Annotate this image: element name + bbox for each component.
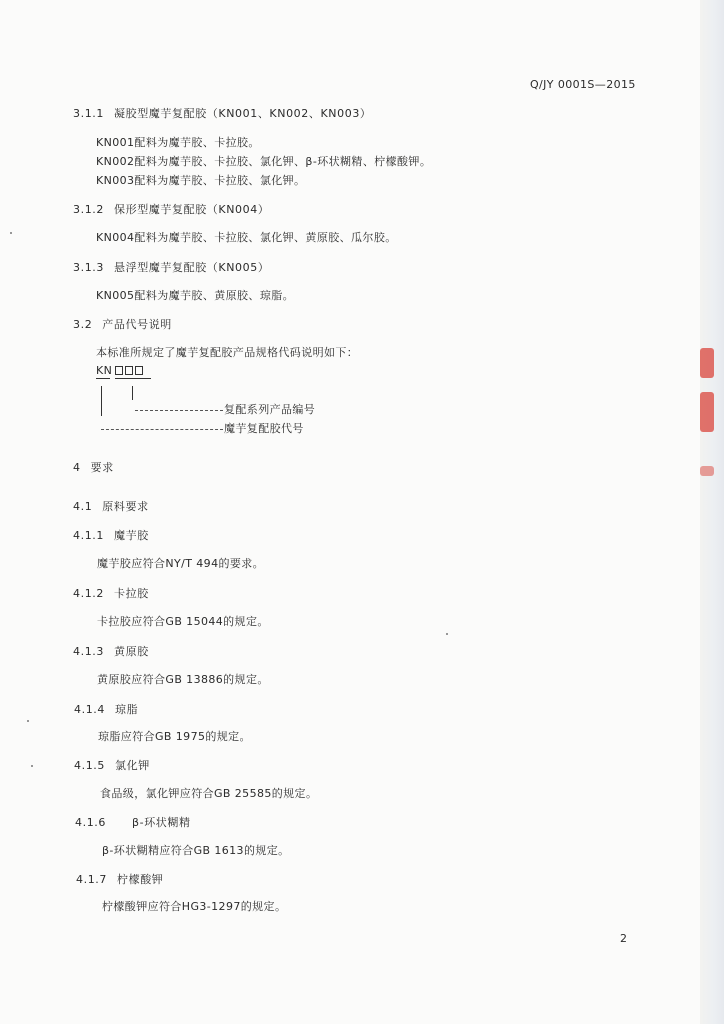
label-series-number: 复配系列产品编号	[224, 403, 316, 416]
heading-number: 4.1.1	[73, 529, 104, 542]
heading-number: 3.1.2	[73, 203, 104, 216]
paragraph-agar: 琼脂应符合GB 1975的规定。	[98, 730, 251, 743]
heading-4-1-2	[73, 587, 149, 601]
heading-title: 悬浮型魔芋复配胶（KN005）	[114, 261, 270, 274]
leader-line-series	[135, 410, 223, 411]
code-digit-boxes	[115, 366, 143, 375]
heading-title: 原料要求	[102, 500, 149, 513]
scan-speck	[446, 633, 448, 635]
doc-code: Q/JY 0001S—2015	[530, 78, 636, 91]
heading-number: 4.1.6	[75, 816, 106, 829]
heading-title: β-环状糊精	[132, 816, 191, 829]
heading-4-1-5	[74, 759, 150, 773]
heading-title: 要求	[90, 461, 114, 474]
heading-number: 3.1.1	[73, 107, 104, 120]
code-digits-underline	[115, 378, 151, 379]
scan-speck	[27, 720, 29, 722]
page-number: 2	[620, 932, 628, 945]
code-prefix: KN	[96, 364, 113, 377]
heading-4-1	[73, 500, 149, 514]
heading-number: 4.1.2	[73, 587, 104, 600]
heading-3-2	[73, 318, 172, 332]
heading-4-1-7	[76, 873, 163, 887]
connector-prefix	[101, 386, 102, 416]
heading-3-1-1	[73, 107, 372, 121]
code-digit-box	[115, 366, 123, 375]
heading-title: 产品代号说明	[102, 318, 172, 331]
label-product-code: 魔芋复配胶代号	[224, 422, 304, 435]
heading-title: 保形型魔芋复配胶（KN004）	[114, 203, 270, 216]
code-digit-box	[135, 366, 143, 375]
heading-number: 3.1.3	[73, 261, 104, 274]
seal-fragment-upper	[700, 348, 714, 378]
heading-title: 黄原胶	[114, 645, 149, 658]
heading-number: 4.1.5	[74, 759, 105, 772]
paragraph-kcl: 食品级，氯化钾应符合GB 25585的规定。	[100, 787, 318, 800]
paragraph-kn001: KN001配料为魔芋胶、卡拉胶。	[96, 136, 260, 149]
paragraph-potassium-citrate: 柠檬酸钾应符合HG3-1297的规定。	[102, 900, 287, 913]
heading-number: 4.1	[73, 500, 93, 513]
paragraph-kn004: KN004配料为魔芋胶、卡拉胶、氯化钾、黄原胶、瓜尔胶。	[96, 231, 397, 244]
scanner-edge-shadow	[700, 0, 724, 1024]
heading-number: 4.1.4	[74, 703, 105, 716]
heading-4-1-4	[74, 703, 138, 717]
heading-title: 魔芋胶	[114, 529, 149, 542]
paragraph-kn002: KN002配料为魔芋胶、卡拉胶、氯化钾、β-环状糊精、柠檬酸钾。	[96, 155, 432, 168]
code-digit-box	[125, 366, 133, 375]
connector-digits	[132, 386, 133, 400]
heading-number: 3.2	[73, 318, 93, 331]
heading-title: 卡拉胶	[114, 587, 149, 600]
heading-4	[73, 461, 114, 475]
paragraph-cyclodextrin: β-环状糊精应符合GB 1613的规定。	[102, 844, 290, 857]
code-intro: 本标准所规定了魔芋复配胶产品规格代码说明如下：	[96, 346, 359, 359]
heading-4-1-6	[75, 816, 191, 830]
heading-3-1-2	[73, 203, 269, 217]
heading-3-1-3	[73, 261, 269, 275]
seal-fragment-lower	[700, 392, 714, 432]
heading-title: 凝胶型魔芋复配胶（KN001、KN002、KN003）	[114, 107, 372, 120]
scan-speck	[10, 232, 12, 234]
heading-number: 4.1.3	[73, 645, 104, 658]
paragraph-xanthan: 黄原胶应符合GB 13886的规定。	[97, 673, 269, 686]
heading-number: 4.1.7	[76, 873, 107, 886]
paragraph-kn005: KN005配料为魔芋胶、黄原胶、琼脂。	[96, 289, 295, 302]
heading-4-1-3	[73, 645, 149, 659]
heading-title: 柠檬酸钾	[117, 873, 164, 886]
paragraph-konjac: 魔芋胶应符合NY/T 494的要求。	[97, 557, 265, 570]
heading-4-1-1	[73, 529, 149, 543]
leader-line-code	[101, 429, 223, 430]
scan-speck	[31, 765, 33, 767]
heading-title: 琼脂	[115, 703, 139, 716]
code-prefix-underline	[96, 378, 110, 379]
seal-fragment-tick	[700, 466, 714, 476]
paragraph-carrageenan: 卡拉胶应符合GB 15044的规定。	[97, 615, 269, 628]
paragraph-kn003: KN003配料为魔芋胶、卡拉胶、氯化钾。	[96, 174, 306, 187]
heading-number: 4	[73, 461, 81, 474]
heading-title: 氯化钾	[115, 759, 150, 772]
